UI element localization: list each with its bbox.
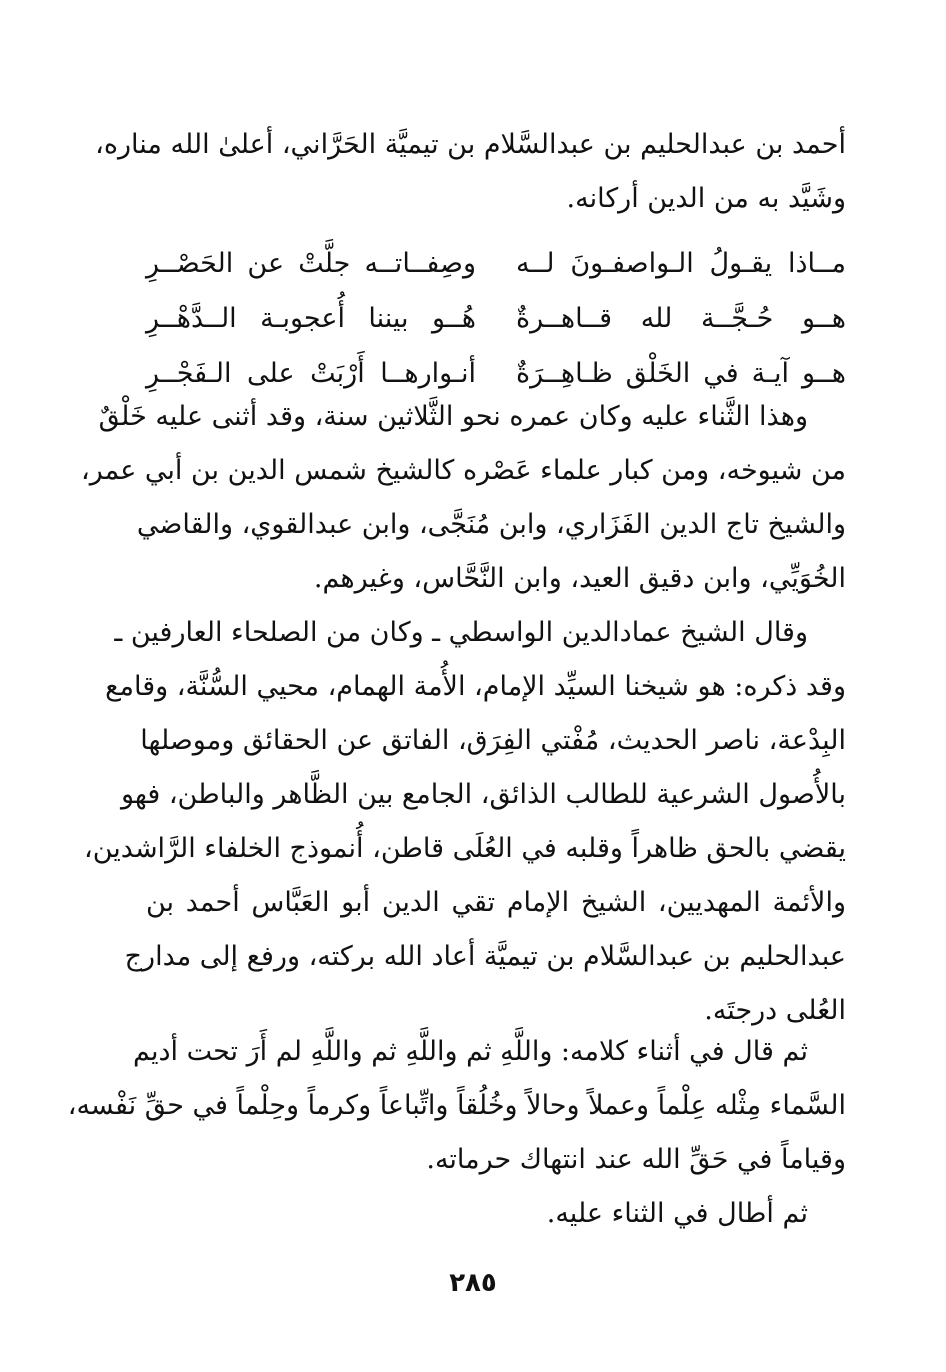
text-line: عبدالحليم بن عبدالسَّلام بن تيميَّة أعاد الله بركته، ورفع إلى مدارج [124,941,846,972]
text-line: والشيخ تاج الدين الفَزَاري، وابن مُنَجَّى، وابن عبدالقوي، والقاضي [136,509,846,540]
text-line: الخُوَيِّي، وابن دقيق العيد، وابن النَّحَّاس، وغيرهم. [313,563,846,594]
poem-verse [146,291,846,346]
text-line: ثم أطال في الثناء عليه. [546,1198,808,1229]
text-line: يقضي بالحق ظاهراً وقلبه في العُلَى قاطن، أُنموذج الخلفاء الرَّاشدين، [83,833,846,864]
text-line: وقال الشيخ عمادالدين الواسطي ـ وكان من الصلحاء العارفين ـ [114,617,808,648]
poem [146,236,846,401]
verse-first-half: هــو حُـجَّــة لله قــاهــرةٌ [516,303,846,334]
paragraph-1 [95,118,846,226]
paragraph-3 [83,606,846,1038]
text-line: العُلى درجتَه. [704,995,846,1026]
text-line: من شيوخه، ومن كبار علماء عَصْره كالشيخ شمس الدين بن أبي عمر، [80,455,846,486]
verse-first-half: هــو آيـة في الخَلْق ظـاهِــرَةٌ [516,358,846,389]
paragraph-4 [67,1025,846,1187]
text-line: ثم قال في أثناء كلامه: واللَّهِ ثم واللَّهِ ثم واللَّهِ لم أَرَ تحت أديم [132,1036,808,1067]
poem-verse [146,236,846,291]
verse-first-half: مــاذا يقـولُ الـواصفـونَ لــه [516,248,846,279]
text-line: وقياماً في حَقِّ الله عند انتهاك حرماته. [426,1144,846,1175]
paragraph-2 [80,390,846,606]
text-line: والأئمة المهديين، الشيخ الإمام تقي الدين أبو العَبَّاس أحمد بن [146,887,846,918]
page-number: ٢٨٥ [449,1268,497,1298]
paragraph-5 [146,1187,846,1241]
text-line: وقد ذكره: هو شيخنا السيِّد الإمام، الأُمة الهمام، محيي السُّنَّة، وقامع [105,671,846,702]
verse-second-half: هُــو بيننا أُعجوبـة الــدَّهْــرِ [146,303,476,334]
text-line: وشَيَّد به من الدين أركانه. [566,183,846,214]
verse-second-half: أنـوارهــا أَرْبَتْ على الـفَجْــرِ [146,358,476,389]
verse-second-half: وصِفــاتــه جلَّتْ عن الحَصْــرِ [146,248,476,279]
text-line: البِدْعة، ناصر الحديث، مُفْتي الفِرَق، الفاتق عن الحقائق وموصلها [140,725,846,756]
text-line: وهذا الثَّناء عليه وكان عمره نحو الثَّلاثين سنة، وقد أثنى عليه خَلْقٌ [98,401,808,432]
text-line: السَّماء مِثْله عِلْماً وعملاً وحالاً وخُلُقاً واتِّباعاً وكرماً وحِلْماً في حقِّ نَفْسه، [67,1090,846,1121]
text-line: بالأُصول الشرعية للطالب الذائق، الجامع بين الظَّاهر والباطن، فهو [120,779,846,810]
text-line: أحمد بن عبدالحليم بن عبدالسَّلام بن تيميَّة الحَرَّاني، أعلىٰ الله مناره، [95,129,846,160]
